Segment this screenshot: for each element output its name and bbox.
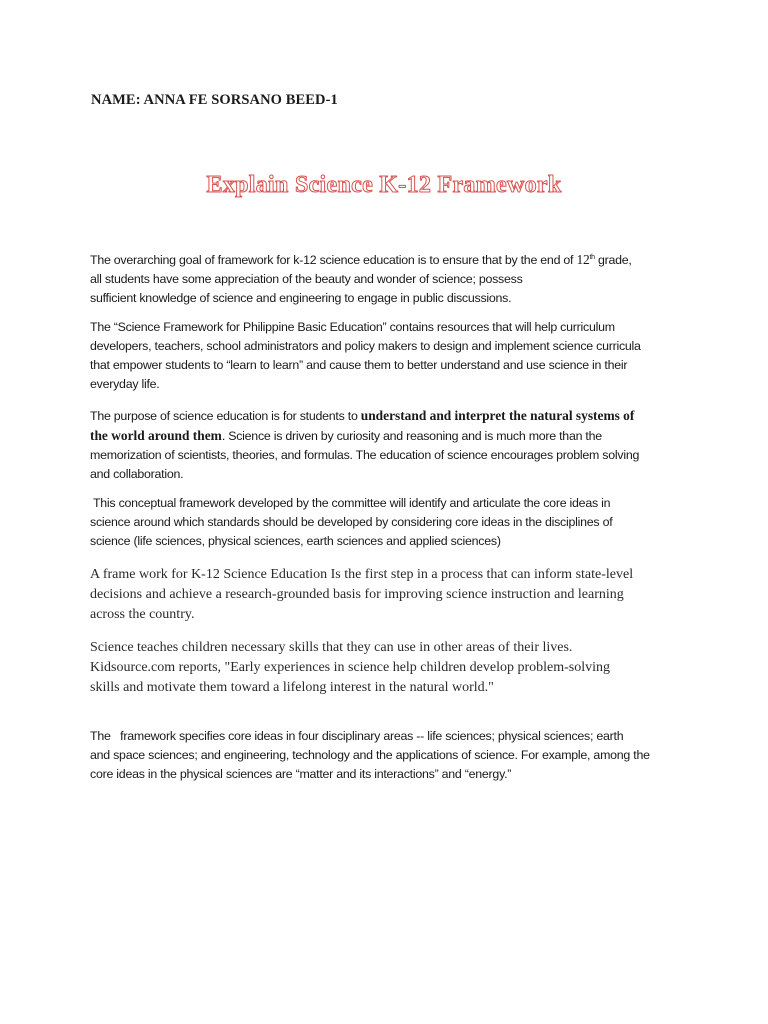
text-run: 12: [576, 252, 590, 267]
paragraph-line: [90, 406, 680, 426]
superscript: th: [589, 254, 595, 261]
bold-text-run: understand and interpret the natural systems of: [360, 408, 635, 423]
paragraph-line: skills and motivate them toward a lifelong interest in the natural world.": [90, 680, 494, 695]
paragraph-line: sufficient knowledge of science and engineering to engage in public discussions.: [90, 291, 512, 305]
paragraph-conceptual-framework: [90, 494, 680, 551]
paragraph-core-ideas: [90, 727, 680, 784]
paragraph-line: [90, 426, 680, 446]
paragraph-line: [90, 250, 680, 270]
paragraph-frame-work: [90, 565, 690, 625]
student-name-line: NAME: ANNA FE SORSANO BEED-1: [91, 92, 338, 108]
paragraph-line: Science teaches children necessary skills that they can use in other areas of their lives.: [90, 640, 573, 655]
text-run: The purpose of science education is for students to: [90, 409, 361, 423]
paragraph-line: This conceptual framework developed by the committee will identify and articulate the core ideas in: [90, 496, 611, 510]
paragraph-line: core ideas in the physical sciences are “matter and its interactions” and “energy.”: [90, 767, 512, 781]
page-title: Explain Science K-12 Framework: [206, 172, 562, 198]
text-run: The overarching goal of framework for k-12 science education is to ensure that by the end of: [90, 253, 577, 267]
paragraph-line: everyday life.: [90, 377, 160, 391]
bold-text-run: the world around them: [90, 428, 222, 443]
paragraph-goal: [90, 250, 680, 308]
paragraph-line: memorization of scientists, theories, and formulas. The education of science encourages problem solving: [90, 448, 640, 462]
paragraph-line: A frame work for K-12 Science Education Is the first step in a process that can inform state-level: [90, 567, 634, 582]
paragraph-line: science around which standards should be developed by considering core ideas in the disciplines of: [90, 515, 613, 529]
paragraph-line: The framework specifies core ideas in four disciplinary areas -- life sciences; physical sciences; earth: [90, 729, 624, 743]
text-run: grade,: [594, 253, 632, 267]
text-run: . Science is driven by curiosity and reasoning and is much more than the: [221, 429, 602, 443]
paragraph-line: science (life sciences, physical sciences, earth sciences and applied sciences): [90, 534, 501, 548]
paragraph-line: that empower students to “learn to learn” and cause them to better understand and use science in their: [90, 358, 628, 372]
paragraph-line: Kidsource.com reports, "Early experiences in science help children develop problem-solving: [90, 660, 611, 675]
paragraph-line: decisions and achieve a research-grounded basis for improving science instruction and learning: [90, 587, 624, 602]
paragraph-science-framework: [90, 318, 680, 394]
paragraph-line: and space sciences; and engineering, technology and the applications of science. For example, among the: [90, 748, 650, 762]
paragraph-skills: [90, 638, 690, 698]
paragraph-line: and collaboration.: [90, 467, 184, 481]
paragraph-line: all students have some appreciation of the beauty and wonder of science; possess: [90, 272, 523, 286]
paragraph-line: across the country.: [90, 607, 195, 622]
paragraph-purpose: [90, 406, 680, 484]
paragraph-line: The “Science Framework for Philippine Basic Education” contains resources that will help curriculum: [90, 320, 615, 334]
paragraph-line: developers, teachers, school administrators and policy makers to design and implement science curricula: [90, 339, 641, 353]
